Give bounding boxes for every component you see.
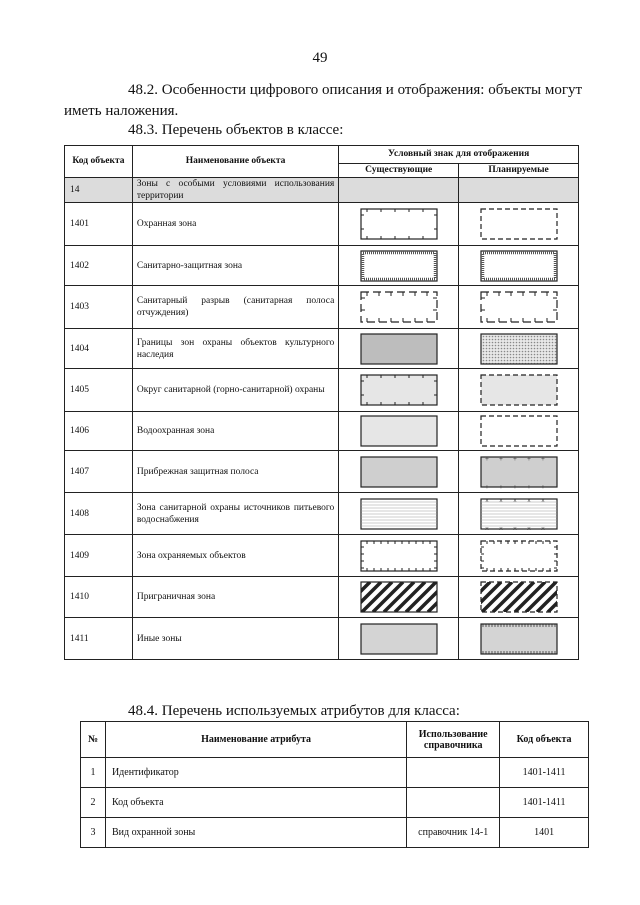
- attr-dict: [407, 758, 500, 788]
- svg-text:×: ×: [526, 524, 531, 531]
- header-symbol: Условный знак для отображения: [339, 146, 579, 164]
- group-name: Зоны с особыми условиями использования территории: [132, 178, 338, 203]
- svg-text:+: +: [526, 454, 531, 463]
- attribute-row: [81, 788, 589, 818]
- symbol-existing: [339, 203, 459, 246]
- legend-symbol-light-fill-dashed: [479, 373, 559, 407]
- section-48-4-heading: 48.4. Перечень используемых атрибутов для класса:: [128, 703, 460, 719]
- attr-code: 1401: [500, 818, 589, 848]
- header-code: Код объекта: [65, 146, 133, 178]
- symbol-existing: [339, 246, 459, 286]
- symbol-existing: [339, 493, 459, 535]
- page-number: 49: [312, 50, 328, 66]
- header-planned: Планируемые: [459, 164, 579, 178]
- symbol-existing: [339, 451, 459, 493]
- legend-symbol-diagonal-stripes-dashed: [479, 580, 559, 614]
- legend-symbol-medium-fill: [359, 455, 439, 489]
- svg-text:×: ×: [540, 524, 545, 531]
- svg-text:+: +: [484, 454, 489, 463]
- object-row: [65, 286, 579, 329]
- group-symbol-planned: [459, 178, 579, 203]
- section-48-2-line2: иметь наложения.: [64, 103, 179, 119]
- object-name: Иные зоны: [132, 618, 338, 660]
- object-code: 1411: [65, 618, 133, 660]
- attr-name: Вид охранной зоны: [105, 818, 406, 848]
- symbol-planned: [459, 535, 579, 577]
- object-name: Зона санитарной охраны источников питьевого водоснабжения: [132, 493, 338, 535]
- symbol-planned: [459, 246, 579, 286]
- svg-text:×: ×: [512, 496, 517, 505]
- object-row: [65, 577, 579, 618]
- symbol-existing: [339, 369, 459, 412]
- attr-dict: справочник 14-1: [407, 818, 500, 848]
- object-name: Санитарно-защитная зона: [132, 246, 338, 286]
- object-row: [65, 203, 579, 246]
- legend-symbol-dashed: [479, 414, 559, 448]
- attr-header-dict: Использование справочника: [407, 722, 500, 758]
- object-code: 1409: [65, 535, 133, 577]
- attr-header-num: №: [81, 722, 106, 758]
- object-code: 1404: [65, 329, 133, 369]
- object-code: 1408: [65, 493, 133, 535]
- legend-symbol-horizontal-lines-x: [479, 497, 559, 531]
- legend-symbol-horizontal-lines: [359, 497, 439, 531]
- header-name: Наименование объекта: [132, 146, 338, 178]
- legend-symbol-solid-ticks: [359, 207, 439, 241]
- legend-symbol-solid-hatched-border: [359, 249, 439, 283]
- svg-text:×: ×: [484, 496, 489, 505]
- section-48-2-line1: 48.2. Особенности цифрового описания и отображения: объекты могут: [128, 82, 583, 98]
- attribute-row: [81, 818, 589, 848]
- symbol-existing: [339, 286, 459, 329]
- symbol-planned: [459, 412, 579, 451]
- object-code: 1405: [65, 369, 133, 412]
- legend-symbol-diagonal-stripes: [359, 580, 439, 614]
- object-code: 1410: [65, 577, 133, 618]
- legend-symbol-dashed-ticks: [359, 290, 439, 324]
- object-row: [65, 329, 579, 369]
- attr-code: 1401-1411: [500, 758, 589, 788]
- object-name: Водоохранная зона: [132, 412, 338, 451]
- legend-symbol-dashed-ticks: [479, 290, 559, 324]
- object-row: [65, 493, 579, 535]
- symbol-existing: [339, 535, 459, 577]
- attr-header-name: Наименование атрибута: [105, 722, 406, 758]
- legend-symbol-double-ticks-dashed: [479, 539, 559, 573]
- attr-name: Код объекта: [105, 788, 406, 818]
- svg-text:+: +: [512, 454, 517, 463]
- group-code: 14: [65, 178, 133, 203]
- symbol-planned: [459, 329, 579, 369]
- svg-text:×: ×: [498, 524, 503, 531]
- symbol-existing: [339, 577, 459, 618]
- attr-dict: [407, 788, 500, 818]
- objects-table: [64, 145, 579, 660]
- svg-text:×: ×: [498, 496, 503, 505]
- symbol-existing: [339, 329, 459, 369]
- attr-num: 2: [81, 788, 106, 818]
- legend-symbol-light-fill-ticks: [359, 373, 439, 407]
- symbol-planned: [459, 618, 579, 660]
- legend-symbol-dense-fill: [359, 332, 439, 366]
- legend-symbol-dotted-fill: [479, 332, 559, 366]
- attr-code: 1401-1411: [500, 788, 589, 818]
- object-name: Охранная зона: [132, 203, 338, 246]
- object-code: 1406: [65, 412, 133, 451]
- legend-symbol-dashed: [479, 207, 559, 241]
- legend-symbol-gradient-fill: [359, 622, 439, 656]
- svg-text:+: +: [540, 482, 545, 489]
- object-code: 1407: [65, 451, 133, 493]
- attr-name: Идентификатор: [105, 758, 406, 788]
- svg-text:+: +: [512, 482, 517, 489]
- symbol-existing: [339, 412, 459, 451]
- symbol-planned: [459, 203, 579, 246]
- object-row: [65, 369, 579, 412]
- svg-text:+: +: [526, 482, 531, 489]
- object-name: Округ санитарной (горно-санитарной) охраны: [132, 369, 338, 412]
- object-row: [65, 618, 579, 660]
- object-name: Прибрежная защитная полоса: [132, 451, 338, 493]
- legend-symbol-double-ticks: [359, 539, 439, 573]
- attributes-table: [80, 721, 589, 848]
- svg-text:×: ×: [484, 524, 489, 531]
- attribute-row: [81, 758, 589, 788]
- object-name: Приграничная зона: [132, 577, 338, 618]
- attr-num: 1: [81, 758, 106, 788]
- section-48-3-heading: 48.3. Перечень объектов в классе:: [128, 122, 344, 138]
- svg-text:+: +: [498, 454, 503, 463]
- object-code: 1402: [65, 246, 133, 286]
- object-row: [65, 246, 579, 286]
- object-row: [65, 535, 579, 577]
- symbol-existing: [339, 618, 459, 660]
- object-row: [65, 451, 579, 493]
- object-name: Зона охраняемых объектов: [132, 535, 338, 577]
- attr-header-code: Код объекта: [500, 722, 589, 758]
- svg-text:×: ×: [540, 496, 545, 505]
- attr-num: 3: [81, 818, 106, 848]
- group-row: [65, 178, 579, 203]
- svg-text:+: +: [540, 454, 545, 463]
- object-code: 1403: [65, 286, 133, 329]
- object-name: Санитарный разрыв (санитарная полоса отчуждения): [132, 286, 338, 329]
- legend-symbol-solid-hatched-border: [479, 249, 559, 283]
- legend-symbol-gradient-fill-comb: [479, 622, 559, 656]
- symbol-planned: [459, 451, 579, 493]
- svg-text:+: +: [484, 482, 489, 489]
- symbol-planned: [459, 493, 579, 535]
- symbol-planned: [459, 369, 579, 412]
- group-symbol-existing: [339, 178, 459, 203]
- svg-text:×: ×: [526, 496, 531, 505]
- header-existing: Существующие: [339, 164, 459, 178]
- symbol-planned: [459, 286, 579, 329]
- svg-text:×: ×: [512, 524, 517, 531]
- legend-symbol-light-fill: [359, 414, 439, 448]
- object-code: 1401: [65, 203, 133, 246]
- svg-text:+: +: [498, 482, 503, 489]
- object-row: [65, 412, 579, 451]
- symbol-planned: [459, 577, 579, 618]
- object-name: Границы зон охраны объектов культурного наследия: [132, 329, 338, 369]
- legend-symbol-medium-fill-crosses: [479, 455, 559, 489]
